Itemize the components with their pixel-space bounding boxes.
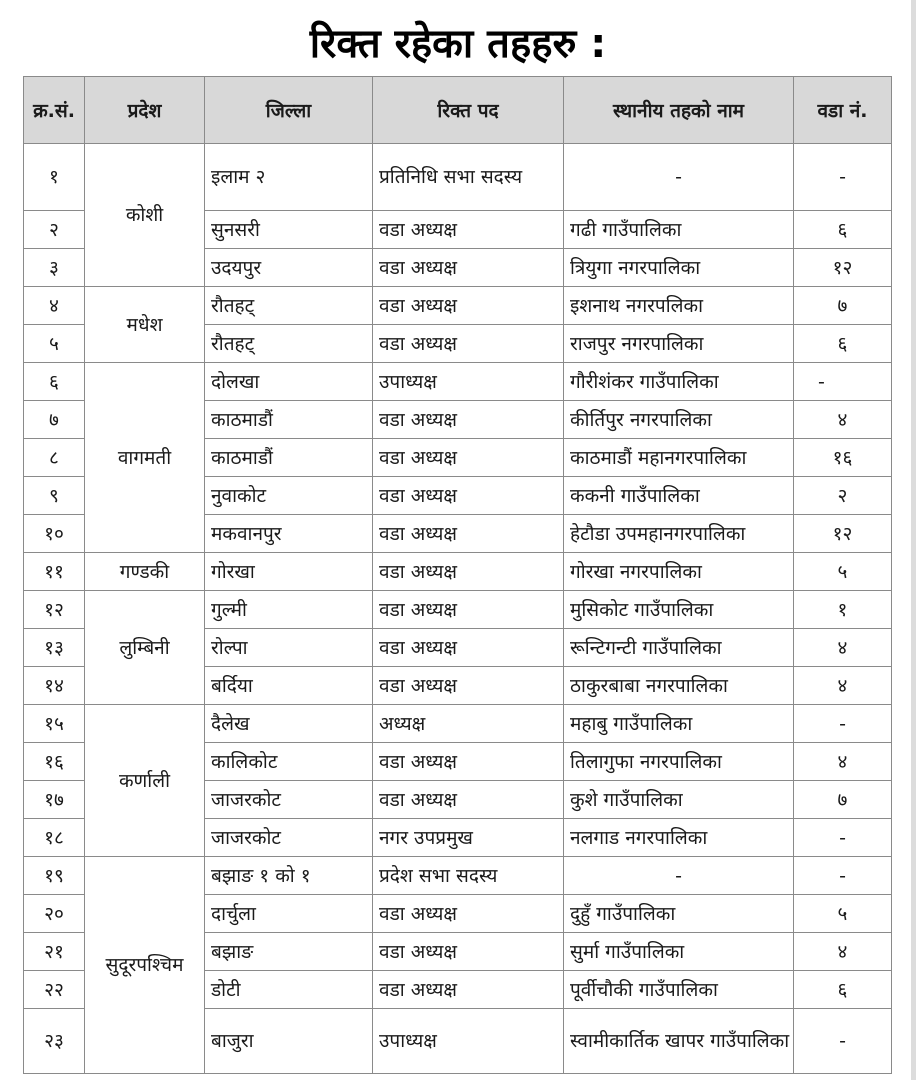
table-row (24, 705, 892, 743)
cell-district: उदयपुर (205, 249, 373, 287)
cell-sn: ११ (24, 553, 85, 591)
cell-local-level: इशनाथ नगरपलिका (564, 287, 794, 325)
cell-post: वडा अध्यक्ष (373, 667, 564, 705)
cell-ward: ६ (794, 211, 892, 249)
cell-post: वडा अध्यक्ष (373, 743, 564, 781)
right-edge-strip (911, 0, 916, 1080)
cell-district: दैलेख (205, 705, 373, 743)
cell-sn: २ (24, 211, 85, 249)
cell-ward: ४ (794, 743, 892, 781)
cell-post: वडा अध्यक्ष (373, 439, 564, 477)
cell-ward: १२ (794, 249, 892, 287)
cell-sn: ७ (24, 401, 85, 439)
cell-local-level: पूर्वीचौकी गाउँपालिका (564, 971, 794, 1009)
cell-province: मधेश (85, 287, 205, 363)
cell-local-level: त्रियुगा नगरपालिका (564, 249, 794, 287)
cell-ward: ४ (794, 401, 892, 439)
cell-local-level: काठमाडौं महानगरपालिका (564, 439, 794, 477)
cell-ward: ४ (794, 933, 892, 971)
cell-ward: ७ (794, 287, 892, 325)
cell-local-level: ककनी गाउँपालिका (564, 477, 794, 515)
table-row (24, 553, 892, 591)
cell-sn: ९ (24, 477, 85, 515)
cell-sn: १४ (24, 667, 85, 705)
cell-district: बाजुरा (205, 1009, 373, 1074)
header-sn: क्र.सं. (24, 77, 85, 144)
cell-sn: २३ (24, 1009, 85, 1074)
cell-local-level: स्वामीकार्तिक खापर गाउँपालिका (564, 1009, 794, 1074)
cell-sn: १९ (24, 857, 85, 895)
cell-sn: १६ (24, 743, 85, 781)
cell-district: दार्चुला (205, 895, 373, 933)
cell-post: वडा अध्यक्ष (373, 211, 564, 249)
cell-local-level: कीर्तिपुर नगरपालिका (564, 401, 794, 439)
cell-sn: २१ (24, 933, 85, 971)
cell-post: वडा अध्यक्ष (373, 553, 564, 591)
cell-district: सुनसरी (205, 211, 373, 249)
header-province: प्रदेश (85, 77, 205, 144)
cell-district: मकवानपुर (205, 515, 373, 553)
cell-local-level: तिलागुफा नगरपालिका (564, 743, 794, 781)
cell-district: बझाङ (205, 933, 373, 971)
table-header-row (24, 77, 892, 144)
cell-local-level: - (564, 144, 794, 211)
cell-ward: ५ (794, 553, 892, 591)
cell-sn: १७ (24, 781, 85, 819)
cell-post: वडा अध्यक्ष (373, 249, 564, 287)
cell-province: सुदूरपश्चिम (85, 857, 205, 1074)
cell-ward: १२ (794, 515, 892, 553)
cell-sn: १० (24, 515, 85, 553)
cell-ward: - (794, 857, 892, 895)
cell-post: वडा अध्यक्ष (373, 401, 564, 439)
cell-local-level: ठाकुरबाबा नगरपालिका (564, 667, 794, 705)
cell-ward: १६ (794, 439, 892, 477)
cell-district: बर्दिया (205, 667, 373, 705)
cell-sn: ५ (24, 325, 85, 363)
cell-local-level: राजपुर नगरपालिका (564, 325, 794, 363)
cell-post: वडा अध्यक्ष (373, 287, 564, 325)
cell-district: रौतहट् (205, 325, 373, 363)
cell-province: गण्डकी (85, 553, 205, 591)
cell-local-level: सुर्मा गाउँपालिका (564, 933, 794, 971)
header-local-level: स्थानीय तहको नाम (564, 77, 794, 144)
cell-sn: १ (24, 144, 85, 211)
cell-sn: १२ (24, 591, 85, 629)
cell-district: काठमाडौं (205, 439, 373, 477)
cell-post: वडा अध्यक्ष (373, 933, 564, 971)
cell-ward: - (794, 144, 892, 211)
cell-province: कोशी (85, 144, 205, 287)
table-row (24, 287, 892, 325)
cell-district: गुल्मी (205, 591, 373, 629)
header-post: रिक्त पद (373, 77, 564, 144)
cell-post: वडा अध्यक्ष (373, 629, 564, 667)
cell-district: डोटी (205, 971, 373, 1009)
cell-post: वडा अध्यक्ष (373, 971, 564, 1009)
cell-sn: ४ (24, 287, 85, 325)
cell-post: उपाध्यक्ष (373, 363, 564, 401)
cell-sn: १८ (24, 819, 85, 857)
cell-sn: २२ (24, 971, 85, 1009)
cell-post: उपाध्यक्ष (373, 1009, 564, 1074)
cell-district: जाजरकोट (205, 819, 373, 857)
cell-post: वडा अध्यक्ष (373, 895, 564, 933)
cell-ward: १ (794, 591, 892, 629)
table-row (24, 363, 892, 401)
cell-local-level: कुशे गाउँपालिका (564, 781, 794, 819)
cell-local-level: - (564, 857, 794, 895)
cell-post: नगर उपप्रमुख (373, 819, 564, 857)
cell-ward: ५ (794, 895, 892, 933)
cell-province: कर्णाली (85, 705, 205, 857)
cell-post: प्रदेश सभा सदस्य (373, 857, 564, 895)
cell-sn: ८ (24, 439, 85, 477)
cell-local-level: हेटौडा उपमहानगरपालिका (564, 515, 794, 553)
cell-post: वडा अध्यक्ष (373, 477, 564, 515)
cell-local-level: मुसिकोट गाउँपालिका (564, 591, 794, 629)
cell-ward: ४ (794, 629, 892, 667)
cell-local-level: नलगाड नगरपालिका (564, 819, 794, 857)
cell-ward: - (794, 363, 892, 401)
header-ward: वडा नं. (794, 77, 892, 144)
cell-post: अध्यक्ष (373, 705, 564, 743)
cell-province: लुम्बिनी (85, 591, 205, 705)
cell-ward: - (794, 705, 892, 743)
page-title: रिक्त रहेका तहहरु : (309, 21, 607, 67)
cell-ward: ६ (794, 971, 892, 1009)
cell-post: वडा अध्यक्ष (373, 591, 564, 629)
cell-ward: ६ (794, 325, 892, 363)
header-district: जिल्ला (205, 77, 373, 144)
cell-local-level: गढी गाउँपालिका (564, 211, 794, 249)
cell-post: वडा अध्यक्ष (373, 325, 564, 363)
cell-district: बझाङ १ को १ (205, 857, 373, 895)
cell-sn: ६ (24, 363, 85, 401)
cell-district: गोरखा (205, 553, 373, 591)
cell-local-level: रून्टिगन्टी गाउँपालिका (564, 629, 794, 667)
cell-ward: - (794, 819, 892, 857)
table-body (24, 144, 892, 1074)
table-row (24, 857, 892, 895)
cell-ward: २ (794, 477, 892, 515)
cell-sn: १३ (24, 629, 85, 667)
cell-district: इलाम २ (205, 144, 373, 211)
cell-district: नुवाकोट (205, 477, 373, 515)
cell-district: कालिकोट (205, 743, 373, 781)
cell-ward: - (794, 1009, 892, 1074)
cell-local-level: गोरखा नगरपालिका (564, 553, 794, 591)
cell-post: प्रतिनिधि सभा सदस्य (373, 144, 564, 211)
table-row (24, 591, 892, 629)
cell-post: वडा अध्यक्ष (373, 781, 564, 819)
cell-local-level: दुहुँ गाउँपालिका (564, 895, 794, 933)
cell-ward: ४ (794, 667, 892, 705)
cell-district: रौतहट् (205, 287, 373, 325)
vacancy-table (23, 76, 892, 1074)
cell-province: वागमती (85, 363, 205, 553)
cell-district: रोल्पा (205, 629, 373, 667)
cell-sn: १५ (24, 705, 85, 743)
cell-district: जाजरकोट (205, 781, 373, 819)
cell-sn: २० (24, 895, 85, 933)
cell-local-level: गौरीशंकर गाउँपालिका (564, 363, 794, 401)
cell-post: वडा अध्यक्ष (373, 515, 564, 553)
cell-sn: ३ (24, 249, 85, 287)
cell-ward: ७ (794, 781, 892, 819)
table-row (24, 144, 892, 211)
cell-district: दोलखा (205, 363, 373, 401)
cell-local-level: महाबु गाउँपालिका (564, 705, 794, 743)
cell-district: काठमाडौं (205, 401, 373, 439)
